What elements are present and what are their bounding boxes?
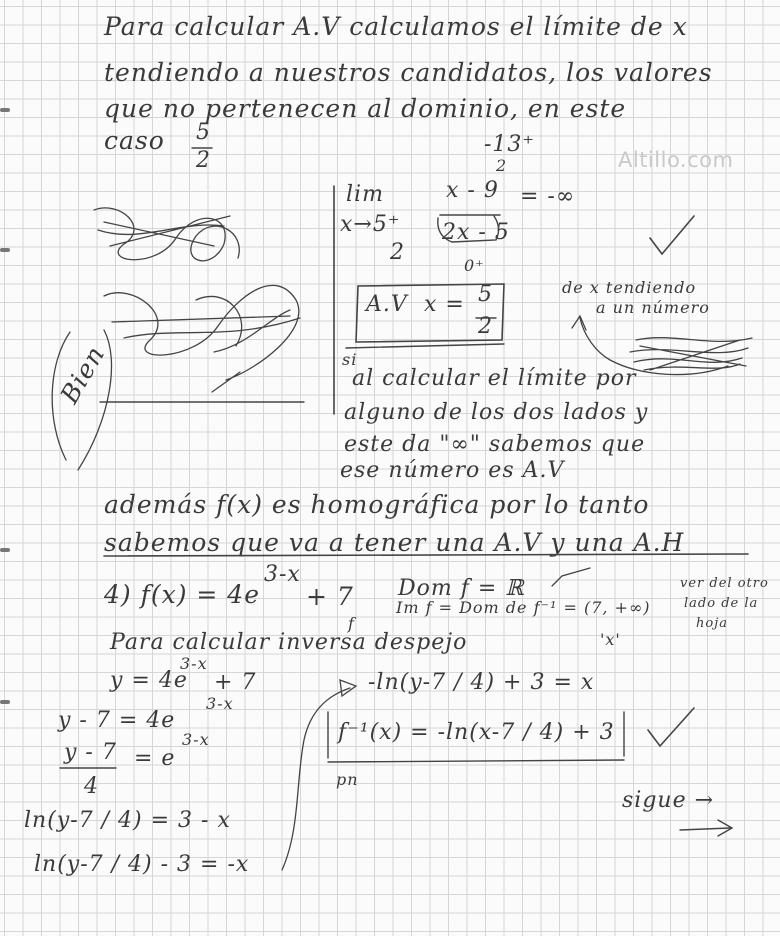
conclusion-line-2: sabemos que va a tener una A.V y una A.H [104,528,685,557]
curved-arrow-head [340,680,356,696]
side-note-line-2: a un número [596,298,710,317]
intro-line-1: Para calcular A.V calculamos el límite de x [104,12,688,41]
inverse-step-4: ln(y-7 / 4) = 3 - x [24,808,231,833]
limit-top-note-den: 2 [496,156,508,175]
side-note-line-1: de x tendiendo [562,278,697,297]
explanation-line-4: ese número es A.V [340,458,565,483]
side-arrow [580,318,728,375]
exercise4-dom: Dom f = ℝ [398,576,525,601]
limit-numerator: x - 9 [446,178,499,203]
exercise4-label: 4) f(x) = 4e [104,580,261,609]
av-underline [346,344,504,348]
inverse-title: Para calcular inversa despejo [110,630,468,655]
exercise4-note-1: ver del otro [680,576,769,591]
scribble-2 [104,285,300,392]
av-den: 2 [478,314,493,339]
intro-line-2: tendiendo a nuestros candidatos, los valores [104,58,713,87]
continue-note: sigue → [622,788,715,813]
conclusion-line-1: además f(x) es homográfica por lo tanto [104,490,650,519]
explanation-line-3: este da "∞" sabemos que [344,432,646,457]
inverse-title-x: 'x' [600,630,621,649]
inverse-step-3-num: y - 7 [64,740,117,765]
av-label: A.V [366,292,408,317]
inverse-step-2: y - 7 = 4e [58,708,176,733]
intro-frac-den: 2 [196,148,211,173]
limit-top-note: -13⁺ [484,132,536,157]
exercise4-exponent: 3-x [264,562,301,587]
limit-denominator: 2x - 5 [442,220,510,245]
intro-frac-num: 5 [196,120,211,145]
result-underline [328,760,624,762]
exercise4-note-2: lado de la [684,596,759,611]
inverse-step-1: y = 4e [110,668,188,693]
checkmark-icon [650,216,694,254]
explanation-line-2: alguno de los dos lados y [344,400,649,425]
circled-denominator [438,216,499,242]
watermark: Altillo.com [618,148,734,172]
teacher-signature: Bien [54,340,111,409]
inverse-title-f: f [348,614,355,633]
exercise4-note-3: hoja [696,616,728,631]
inverse-result-b: f⁻¹(x) = -ln(x-7 / 4) + 3 [338,720,615,745]
limit-approach: x→5⁺ [340,212,401,237]
checkmark-icon [552,568,590,586]
av-box [356,284,504,342]
exercise4-tail: + 7 [306,582,354,611]
inverse-step-3-exp: 3-x [182,730,210,749]
explanation-si: si [342,350,358,369]
checkmark-icon [648,708,694,746]
limit-result: = -∞ [520,184,576,209]
continue-arrow [680,828,730,830]
intro-line-3: que no pertenecen al dominio, en este [104,94,627,123]
inverse-step-1-tail: + 7 [214,670,257,695]
inverse-step-3-den: 4 [84,774,99,799]
av-num: 5 [478,282,493,307]
inverse-step-5: ln(y-7 / 4) - 3 = -x [34,852,250,877]
inverse-step-2-exp: 3-x [206,694,234,713]
exercise4-img: Im f = Dom de f⁻¹ = (7, +∞) [396,598,651,617]
limit-approach-den: 2 [390,240,405,265]
inverse-pn: pn [336,770,359,789]
inverse-step-3-rhs: = e [134,746,176,771]
curved-arrow [282,688,350,870]
signature-flourish [52,330,111,470]
limit-zero-note: 0⁺ [464,256,485,275]
intro-line-4: caso [104,126,165,155]
side-scribble [630,338,752,370]
section-rule [104,554,748,556]
scribble-1 [94,208,239,261]
explanation-line-1: al calcular el límite por [352,366,637,391]
side-arrow-head [572,316,586,330]
inverse-result-a: -ln(y-7 / 4) + 3 = x [368,670,595,695]
inverse-step-1-exp: 3-x [180,654,208,673]
av-var: x = [424,292,465,317]
limit-lim: lim [346,182,384,207]
